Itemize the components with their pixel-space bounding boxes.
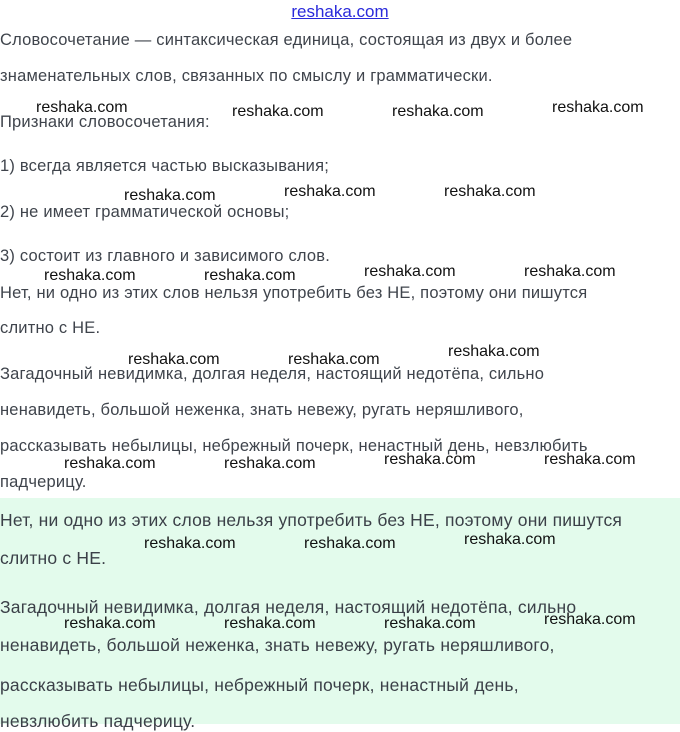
watermark: reshaka.com bbox=[444, 183, 536, 200]
watermark: reshaka.com bbox=[44, 267, 136, 284]
watermark: reshaka.com bbox=[124, 187, 216, 204]
explanation-line-3: Загадочный невидимка, долгая неделя, настоящий недотёпа, сильно bbox=[0, 365, 545, 383]
feature-1: 1) всегда является частью высказывания; bbox=[0, 157, 329, 175]
definition-line-2: знаменательных слов, связанных по смыслу и грамматически. bbox=[0, 67, 493, 85]
site-header-link[interactable]: reshaka.com bbox=[291, 2, 389, 21]
answer-line-2: слитно с НЕ. bbox=[0, 548, 107, 568]
explanation-line-6: падчерицу. bbox=[0, 473, 87, 491]
watermark: reshaka.com bbox=[36, 99, 128, 116]
watermark: reshaka.com bbox=[284, 183, 376, 200]
explanation-line-1: Нет, ни одно из этих слов нельзя употребить без НЕ, поэтому они пишутся bbox=[0, 284, 588, 302]
watermark: reshaka.com bbox=[364, 263, 456, 280]
watermark: reshaka.com bbox=[64, 455, 156, 472]
watermark: reshaka.com bbox=[384, 615, 476, 632]
explanation-line-2: слитно с НЕ. bbox=[0, 319, 101, 337]
watermark: reshaka.com bbox=[224, 455, 316, 472]
watermark: reshaka.com bbox=[524, 263, 616, 280]
definition-line-1: Словосочетание — синтаксическая единица, состоящая из двух и более bbox=[0, 31, 573, 49]
watermark: reshaka.com bbox=[448, 343, 540, 360]
watermark: reshaka.com bbox=[64, 615, 156, 632]
feature-3: 3) состоит из главного и зависимого слов. bbox=[0, 247, 331, 265]
watermark: reshaka.com bbox=[464, 531, 556, 548]
watermark: reshaka.com bbox=[144, 535, 236, 552]
watermark: reshaka.com bbox=[204, 267, 296, 284]
answer-line-5: рассказывать небылицы, небрежный почерк, ненастный день, bbox=[0, 675, 519, 695]
watermark: reshaka.com bbox=[544, 611, 636, 628]
answer-line-4: ненавидеть, большой неженка, знать невежу, ругать неряшливого, bbox=[0, 635, 555, 655]
watermark: reshaka.com bbox=[552, 99, 644, 116]
answer-line-3: Загадочный невидимка, долгая неделя, настоящий недотёпа, сильно bbox=[0, 597, 577, 617]
watermark: reshaka.com bbox=[288, 351, 380, 368]
explanation-line-4: ненавидеть, большой неженка, знать невежу, ругать неряшливого, bbox=[0, 401, 524, 419]
watermark: reshaka.com bbox=[304, 535, 396, 552]
features-title: Признаки словосочетания: bbox=[0, 113, 210, 131]
explanation-line-5: рассказывать небылицы, небрежный почерк, ненастный день, невзлюбить bbox=[0, 437, 588, 455]
feature-2: 2) не имеет грамматической основы; bbox=[0, 203, 290, 221]
watermark: reshaka.com bbox=[392, 103, 484, 120]
watermark: reshaka.com bbox=[224, 615, 316, 632]
answer-line-1: Нет, ни одно из этих слов нельзя употребить без НЕ, поэтому они пишутся bbox=[0, 510, 623, 530]
watermark: reshaka.com bbox=[232, 103, 324, 120]
answer-line-6: невзлюбить падчерицу. bbox=[0, 711, 196, 731]
watermark: reshaka.com bbox=[544, 451, 636, 468]
watermark: reshaka.com bbox=[384, 451, 476, 468]
watermark: reshaka.com bbox=[128, 351, 220, 368]
